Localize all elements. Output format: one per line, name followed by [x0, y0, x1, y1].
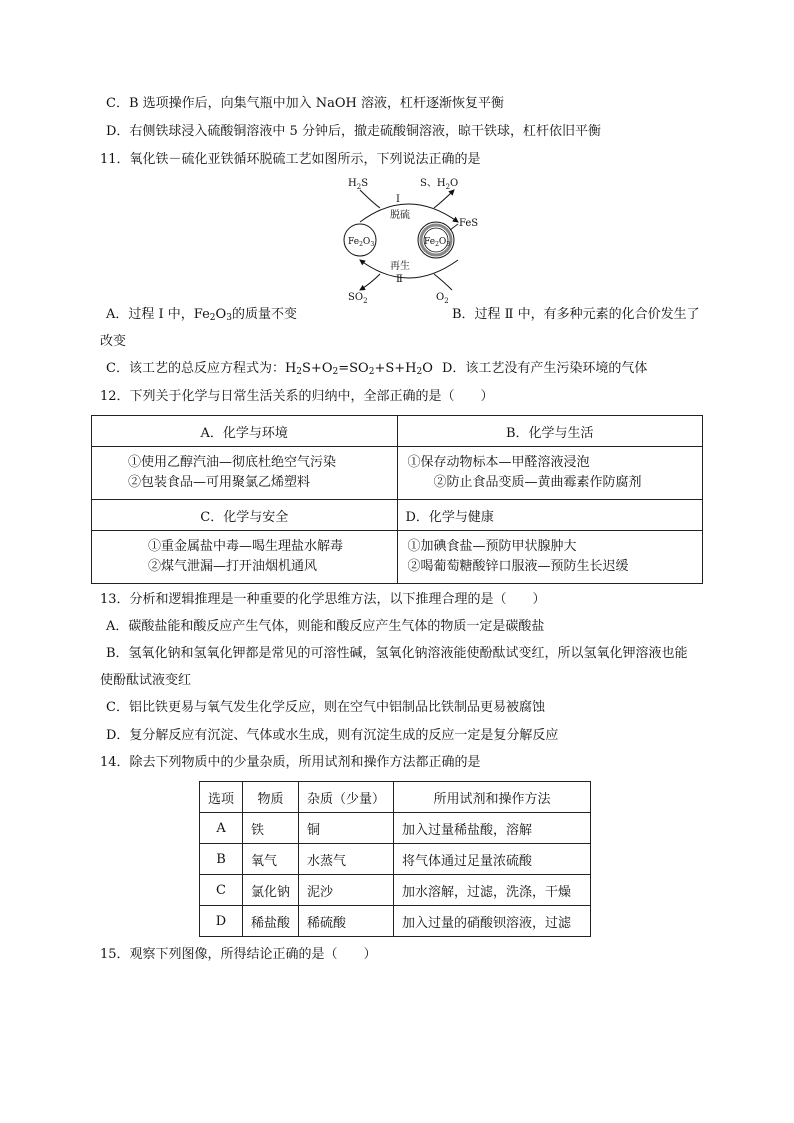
q11-option-b-cont: 改变	[100, 334, 127, 349]
q13-option-a: A．碳酸盐能和酸反应产生气体，则能和酸反应产生气体的物质一定是碳酸盐	[106, 619, 545, 634]
table-row	[200, 782, 591, 813]
diagram-o2-branch	[434, 274, 452, 290]
q14-cell: D	[200, 906, 243, 937]
q12-c-item-2: ②煤气泄漏—打开油烟机通风	[148, 559, 318, 574]
diagram-s-h2o-label: S、$H_2O$	[420, 178, 459, 191]
diagram-s-h2o-branch	[434, 190, 454, 208]
q12-b-item-1: ①保存动物标本—甲醛溶液浸泡	[407, 455, 590, 470]
q12-c-item-1: ①重金属盐中毒—喝生理盐水解毒	[148, 539, 344, 554]
q14-cell: 氯化钠	[243, 875, 299, 906]
q10-option-c: C．B 选项操作后，向集气瓶中加入 NaOH 溶液，杠杆逐渐恢复平衡	[106, 96, 505, 111]
q12-a-item-1: ①使用乙醇汽油—彻底杜绝空气污染	[128, 455, 337, 470]
q11-option-c: C．该工艺的总反应方程式为：$H_2S+O_2=SO_2+S+H_2O$	[106, 361, 433, 377]
diagram-right-fe2o3: $Fe_2O_3$	[424, 237, 451, 248]
table-row	[92, 500, 703, 531]
diagram-so2-label: $SO_2$	[348, 292, 368, 304]
q13-option-b: B．氢氧化钠和氢氧化钾都是常见的可溶性碱，氢氧化钠溶液能使酚酞试变红，所以氢氧化钾溶液也能	[106, 646, 688, 661]
q15-stem: 15．观察下列图像，所得结论正确的是（ ）	[100, 947, 377, 962]
q14-header-impurity: 杂质（少量）	[299, 782, 394, 813]
q14-header-option: 选项	[200, 782, 243, 813]
q12-a-content	[92, 447, 398, 500]
q12-d-item-1: ①加碘食盐—预防甲状腺肿大	[407, 539, 577, 554]
q12-b-content	[397, 447, 703, 500]
q13-option-b-cont: 使酚酞试液变红	[100, 673, 192, 688]
diagram-fes-pointer	[450, 224, 458, 230]
table-row	[92, 531, 703, 584]
table-row	[92, 447, 703, 500]
q10-option-d: D．右侧铁球浸入硫酸铜溶液中 5 分钟后，撤走硫酸铜溶液，晾干铁球，杠杆依旧平衡	[106, 124, 601, 139]
q14-stem: 14．除去下列物质中的少量杂质，所用试剂和操作方法都正确的是	[100, 755, 481, 770]
q14-cell: 稀盐酸	[243, 906, 299, 937]
q14-cell: C	[200, 875, 243, 906]
q14-cell: 加入过量稀盐酸，溶解	[394, 813, 591, 844]
q14-cell: 水蒸气	[299, 844, 394, 875]
q14-cell: 氧气	[243, 844, 299, 875]
q12-d-header: D．化学与健康	[397, 500, 703, 531]
q14-cell: B	[200, 844, 243, 875]
q11-option-b: B．过程 Ⅱ 中，有多种元素的化合价发生了	[452, 307, 700, 322]
q12-d-content	[397, 531, 703, 584]
diagram-roman-2: Ⅱ	[396, 274, 403, 285]
q12-b-header: B．化学与生活	[397, 416, 703, 447]
q14-cell: 将气体通过足量浓硫酸	[394, 844, 591, 875]
diagram-h2s-label: $H_2S$	[348, 178, 369, 191]
q14-cell: 铁	[243, 813, 299, 844]
q14-cell: 铜	[299, 813, 394, 844]
diagram-left-fe2o3: $Fe_2O_3$	[348, 237, 375, 248]
q12-a-item-2: ②包装食品—可用聚氯乙烯塑料	[128, 475, 311, 490]
q14-header-substance: 物质	[243, 782, 299, 813]
q12-table	[91, 415, 703, 584]
q13-stem: 13．分析和逻辑推理是一种重要的化学思维方法，以下推理合理的是（ ）	[100, 592, 546, 607]
q11-stem: 11．氧化铁－硫化亚铁循环脱硫工艺如图所示，下列说法正确的是	[100, 152, 481, 167]
q13-option-c: C．铝比铁更易与氧气发生化学反应，则在空气中铝制品比铁制品更易被腐蚀	[106, 700, 545, 715]
q14-cell: 泥沙	[299, 875, 394, 906]
q12-c-header: C．化学与安全	[92, 500, 398, 531]
diagram-roman-1: Ⅰ	[396, 194, 400, 205]
diagram-so2-branch	[360, 274, 380, 290]
diagram-h2s-branch	[360, 190, 380, 208]
q13-option-d: D．复分解反应有沉淀、气体或水生成，则有沉淀生成的反应一定是复分解反应	[106, 728, 559, 743]
q11-option-a: A．过程 Ⅰ 中，$Fe_2O_3$的质量不变	[106, 307, 297, 323]
q14-cell: 加水溶解，过滤，洗涤，干燥	[394, 875, 591, 906]
diagram-regeneration-label: 再生	[390, 261, 410, 272]
table-row	[92, 416, 703, 447]
q14-cell: A	[200, 813, 243, 844]
q14-cell: 稀硫酸	[299, 906, 394, 937]
q11-option-d: D．该工艺没有产生污染环境的气体	[442, 361, 648, 376]
q12-c-content	[92, 531, 398, 584]
q12-b-item-2: ②防止食品变质—黄曲霉素作防腐剂	[433, 475, 642, 490]
q14-cell: 加入过量的硝酸钡溶液，过滤	[394, 906, 591, 937]
q12-stem: 12．下列关于化学与日常生活关系的归纳中，全部正确的是（ ）	[100, 389, 494, 404]
q12-d-item-2: ②喝葡萄糖酸锌口服液—预防生长迟缓	[407, 559, 629, 574]
table-row	[200, 844, 591, 875]
diagram-fes-label: FeS	[459, 218, 479, 229]
q12-a-header: A．化学与环境	[92, 416, 398, 447]
diagram-desulfurization-label: 脱硫	[390, 210, 410, 221]
q14-header-method: 所用试剂和操作方法	[394, 782, 591, 813]
table-row	[200, 875, 591, 906]
table-row	[200, 813, 591, 844]
q11-cycle-diagram	[330, 172, 490, 304]
table-row	[200, 906, 591, 937]
diagram-o2-label: $O_2$	[436, 292, 449, 304]
q14-table	[199, 781, 591, 937]
